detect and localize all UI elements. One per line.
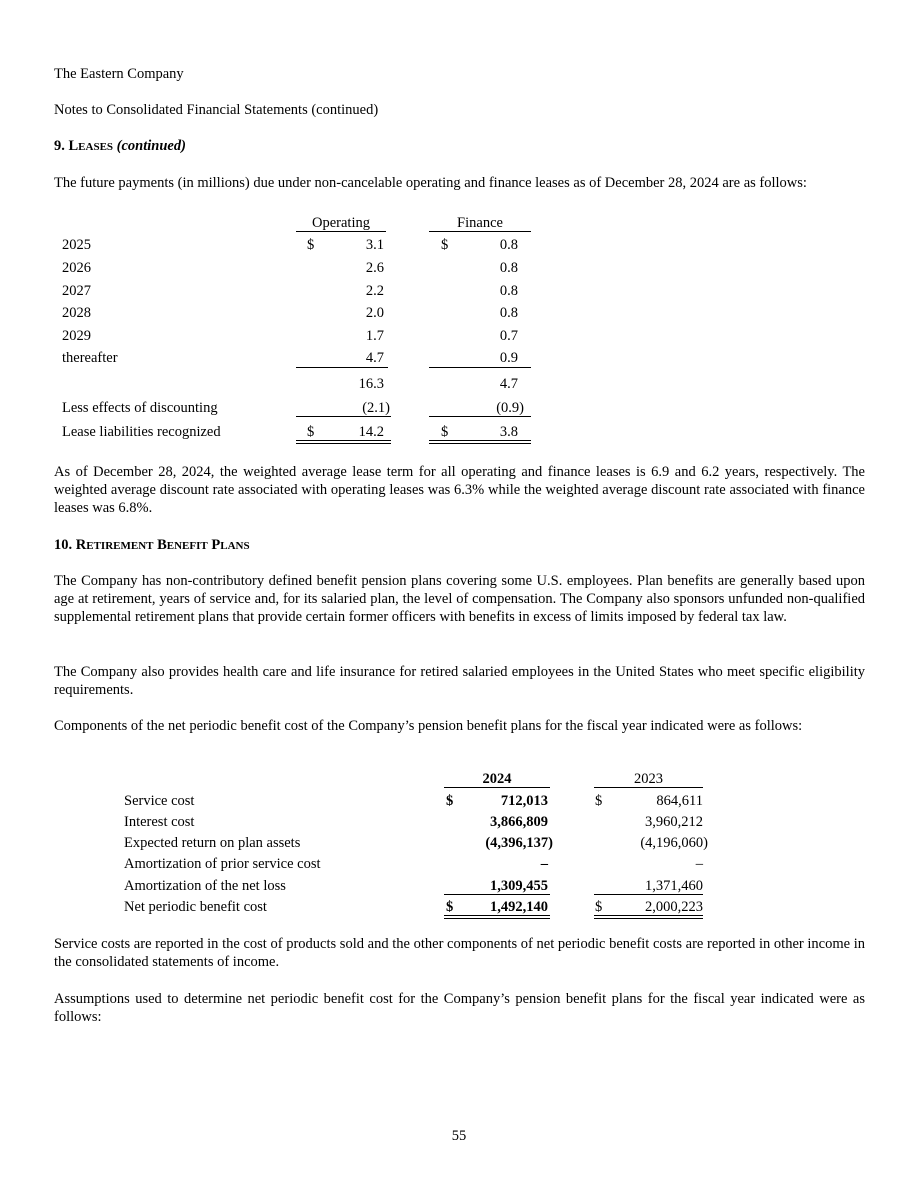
pension-row-label: Service cost <box>124 793 195 809</box>
lease-dollar-sign: $ <box>441 424 449 440</box>
pension-subtotal-rule <box>444 894 550 895</box>
pension-row-label: Amortization of prior service cost <box>124 856 321 872</box>
lease-finance-total: 3.8 <box>499 424 518 440</box>
lease-col-finance: Finance <box>457 215 503 231</box>
lease-col-operating: Operating <box>312 215 370 231</box>
retirement-heading-number: 10. <box>54 537 76 553</box>
retirement-heading <box>54 536 250 555</box>
lease-operating-discount: (2.1) <box>362 400 390 416</box>
lease-row-label: 2025 <box>62 237 91 253</box>
lease-finance-value: 0.8 <box>499 237 518 253</box>
leases-heading-rest: EASES <box>78 141 114 153</box>
lease-operating-value: 4.7 <box>365 350 384 366</box>
pension-subtotal-rule <box>594 894 703 895</box>
pension-col-2024: 2024 <box>482 771 512 787</box>
lease-finance-subtotal: 4.7 <box>499 376 518 392</box>
lease-dollar-sign: $ <box>307 424 315 440</box>
pension-dollar-sign: $ <box>446 793 454 809</box>
pension-2023-value: – <box>695 856 703 872</box>
lease-finance-value: 0.7 <box>499 328 518 344</box>
lease-operating-value: 1.7 <box>365 328 384 344</box>
pension-2023-value: 1,371,460 <box>645 878 703 894</box>
company-name: The Eastern Company <box>54 66 184 82</box>
lease-operating-subtotal: 16.3 <box>358 376 384 392</box>
leases-heading-suffix: (continued) <box>116 138 186 154</box>
leases-heading-number: 9. <box>54 138 69 154</box>
pension-2023-total: 2,000,223 <box>645 899 703 915</box>
pension-total-double-rule <box>594 915 703 919</box>
retirement-paragraph-5: Assumptions used to determine net periodic benefit cost for the Company’s pension benefit plans for the fiscal year indicated were as follows: <box>54 991 865 1025</box>
lease-finance-value: 0.9 <box>499 350 518 366</box>
retirement-paragraph-3: Components of the net periodic benefit cost of the Company’s pension benefit plans for the fiscal year indicated were as follows: <box>54 718 803 734</box>
pension-dollar-sign: $ <box>595 899 603 915</box>
lease-subtotal-rule <box>296 367 388 368</box>
pension-2024-value: – <box>540 856 548 872</box>
pension-col-2024-underline <box>444 787 550 788</box>
pension-2024-value: 3,866,809 <box>490 814 548 830</box>
lease-operating-value: 2.6 <box>365 260 384 276</box>
lease-operating-value: 2.0 <box>365 305 384 321</box>
retirement-paragraph-4: Service costs are reported in the cost of products sold and the other components of net periodic benefit costs are reported in other income in the consolidated statements of income. <box>54 936 865 970</box>
lease-operating-total: 14.2 <box>358 424 384 440</box>
pension-col-2023: 2023 <box>634 771 663 787</box>
pension-2024-value: 712,013 <box>500 793 548 809</box>
lease-discount-label: Less effects of discounting <box>62 400 218 416</box>
lease-row-label: thereafter <box>62 350 118 366</box>
pension-total-double-rule <box>444 915 550 919</box>
lease-operating-value: 2.2 <box>365 283 384 299</box>
pension-dollar-sign: $ <box>595 793 603 809</box>
lease-term-paragraph: As of December 28, 2024, the weighted average lease term for all operating and finance leases is 6.9 and 6.2 years, respectively. The weighted average discount rate associated with operating leases was 6.3% while the weighted average discount rate associated with finance leases was 6.8%. <box>54 464 865 516</box>
lease-dollar-sign: $ <box>307 237 315 253</box>
retirement-paragraph-1: The Company has non-contributory defined benefit pension plans covering some U.S. employees. Plan benefits are generally based upon age at retirement, years of service and, for its salaried plan, the level of compensation. The Company also sponsors unfunded non-qualified supplemental retirement plans that provide certain former officers with benefits in excess of limits imposed by federal tax law. <box>54 573 865 625</box>
pension-2023-value: 3,960,212 <box>645 814 703 830</box>
pension-2024-value: (4,396,137) <box>485 835 553 851</box>
retirement-paragraph-2: The Company also provides health care and life insurance for retired salaried employees in the United States who meet specific eligibility requirements. <box>54 664 865 698</box>
retirement-heading-word1-initial: R <box>75 537 87 553</box>
lease-discount-rule <box>296 416 391 417</box>
pension-row-label: Amortization of the net loss <box>124 878 286 894</box>
leases-heading <box>54 137 186 156</box>
lease-subtotal-rule <box>429 367 531 368</box>
lease-operating-value: 3.1 <box>365 237 384 253</box>
leases-heading-initial: L <box>68 138 79 154</box>
lease-row-label: 2028 <box>62 305 91 321</box>
lease-row-label: 2026 <box>62 260 91 276</box>
lease-total-double-rule <box>296 440 391 444</box>
pension-row-label: Net periodic benefit cost <box>124 899 267 915</box>
pension-row-label: Expected return on plan assets <box>124 835 301 851</box>
leases-intro: The future payments (in millions) due under non-cancelable operating and finance leases as of December 28, 2024 are as follows: <box>54 175 807 191</box>
pension-2023-value: 864,611 <box>656 793 703 809</box>
page-number: 55 <box>451 1128 467 1144</box>
lease-finance-value: 0.8 <box>499 260 518 276</box>
lease-finance-value: 0.8 <box>499 283 518 299</box>
pension-2024-total: 1,492,140 <box>490 899 548 915</box>
document-subtitle: Notes to Consolidated Financial Statements (continued) <box>54 102 379 118</box>
retirement-heading-word3-initial: P <box>211 537 221 553</box>
pension-2023-value: (4,196,060) <box>640 835 708 851</box>
lease-discount-rule <box>429 416 531 417</box>
pension-2024-value: 1,309,455 <box>490 878 548 894</box>
lease-row-label: 2029 <box>62 328 91 344</box>
retirement-heading-word2-rest: ENEFIT <box>166 540 208 552</box>
lease-col-operating-underline <box>296 231 386 232</box>
lease-recognized-label: Lease liabilities recognized <box>62 424 221 440</box>
retirement-heading-word3-rest: LANS <box>220 540 250 552</box>
lease-finance-value: 0.8 <box>499 305 518 321</box>
pension-dollar-sign: $ <box>446 899 454 915</box>
retirement-heading-word1-rest: ETIREMENT <box>86 540 154 552</box>
lease-finance-discount: (0.9) <box>496 400 524 416</box>
lease-dollar-sign: $ <box>441 237 449 253</box>
pension-col-2023-underline <box>594 787 703 788</box>
lease-col-finance-underline <box>429 231 531 232</box>
pension-row-label: Interest cost <box>124 814 195 830</box>
retirement-heading-word2-initial: B <box>157 537 167 553</box>
lease-row-label: 2027 <box>62 283 91 299</box>
lease-total-double-rule <box>429 440 531 444</box>
